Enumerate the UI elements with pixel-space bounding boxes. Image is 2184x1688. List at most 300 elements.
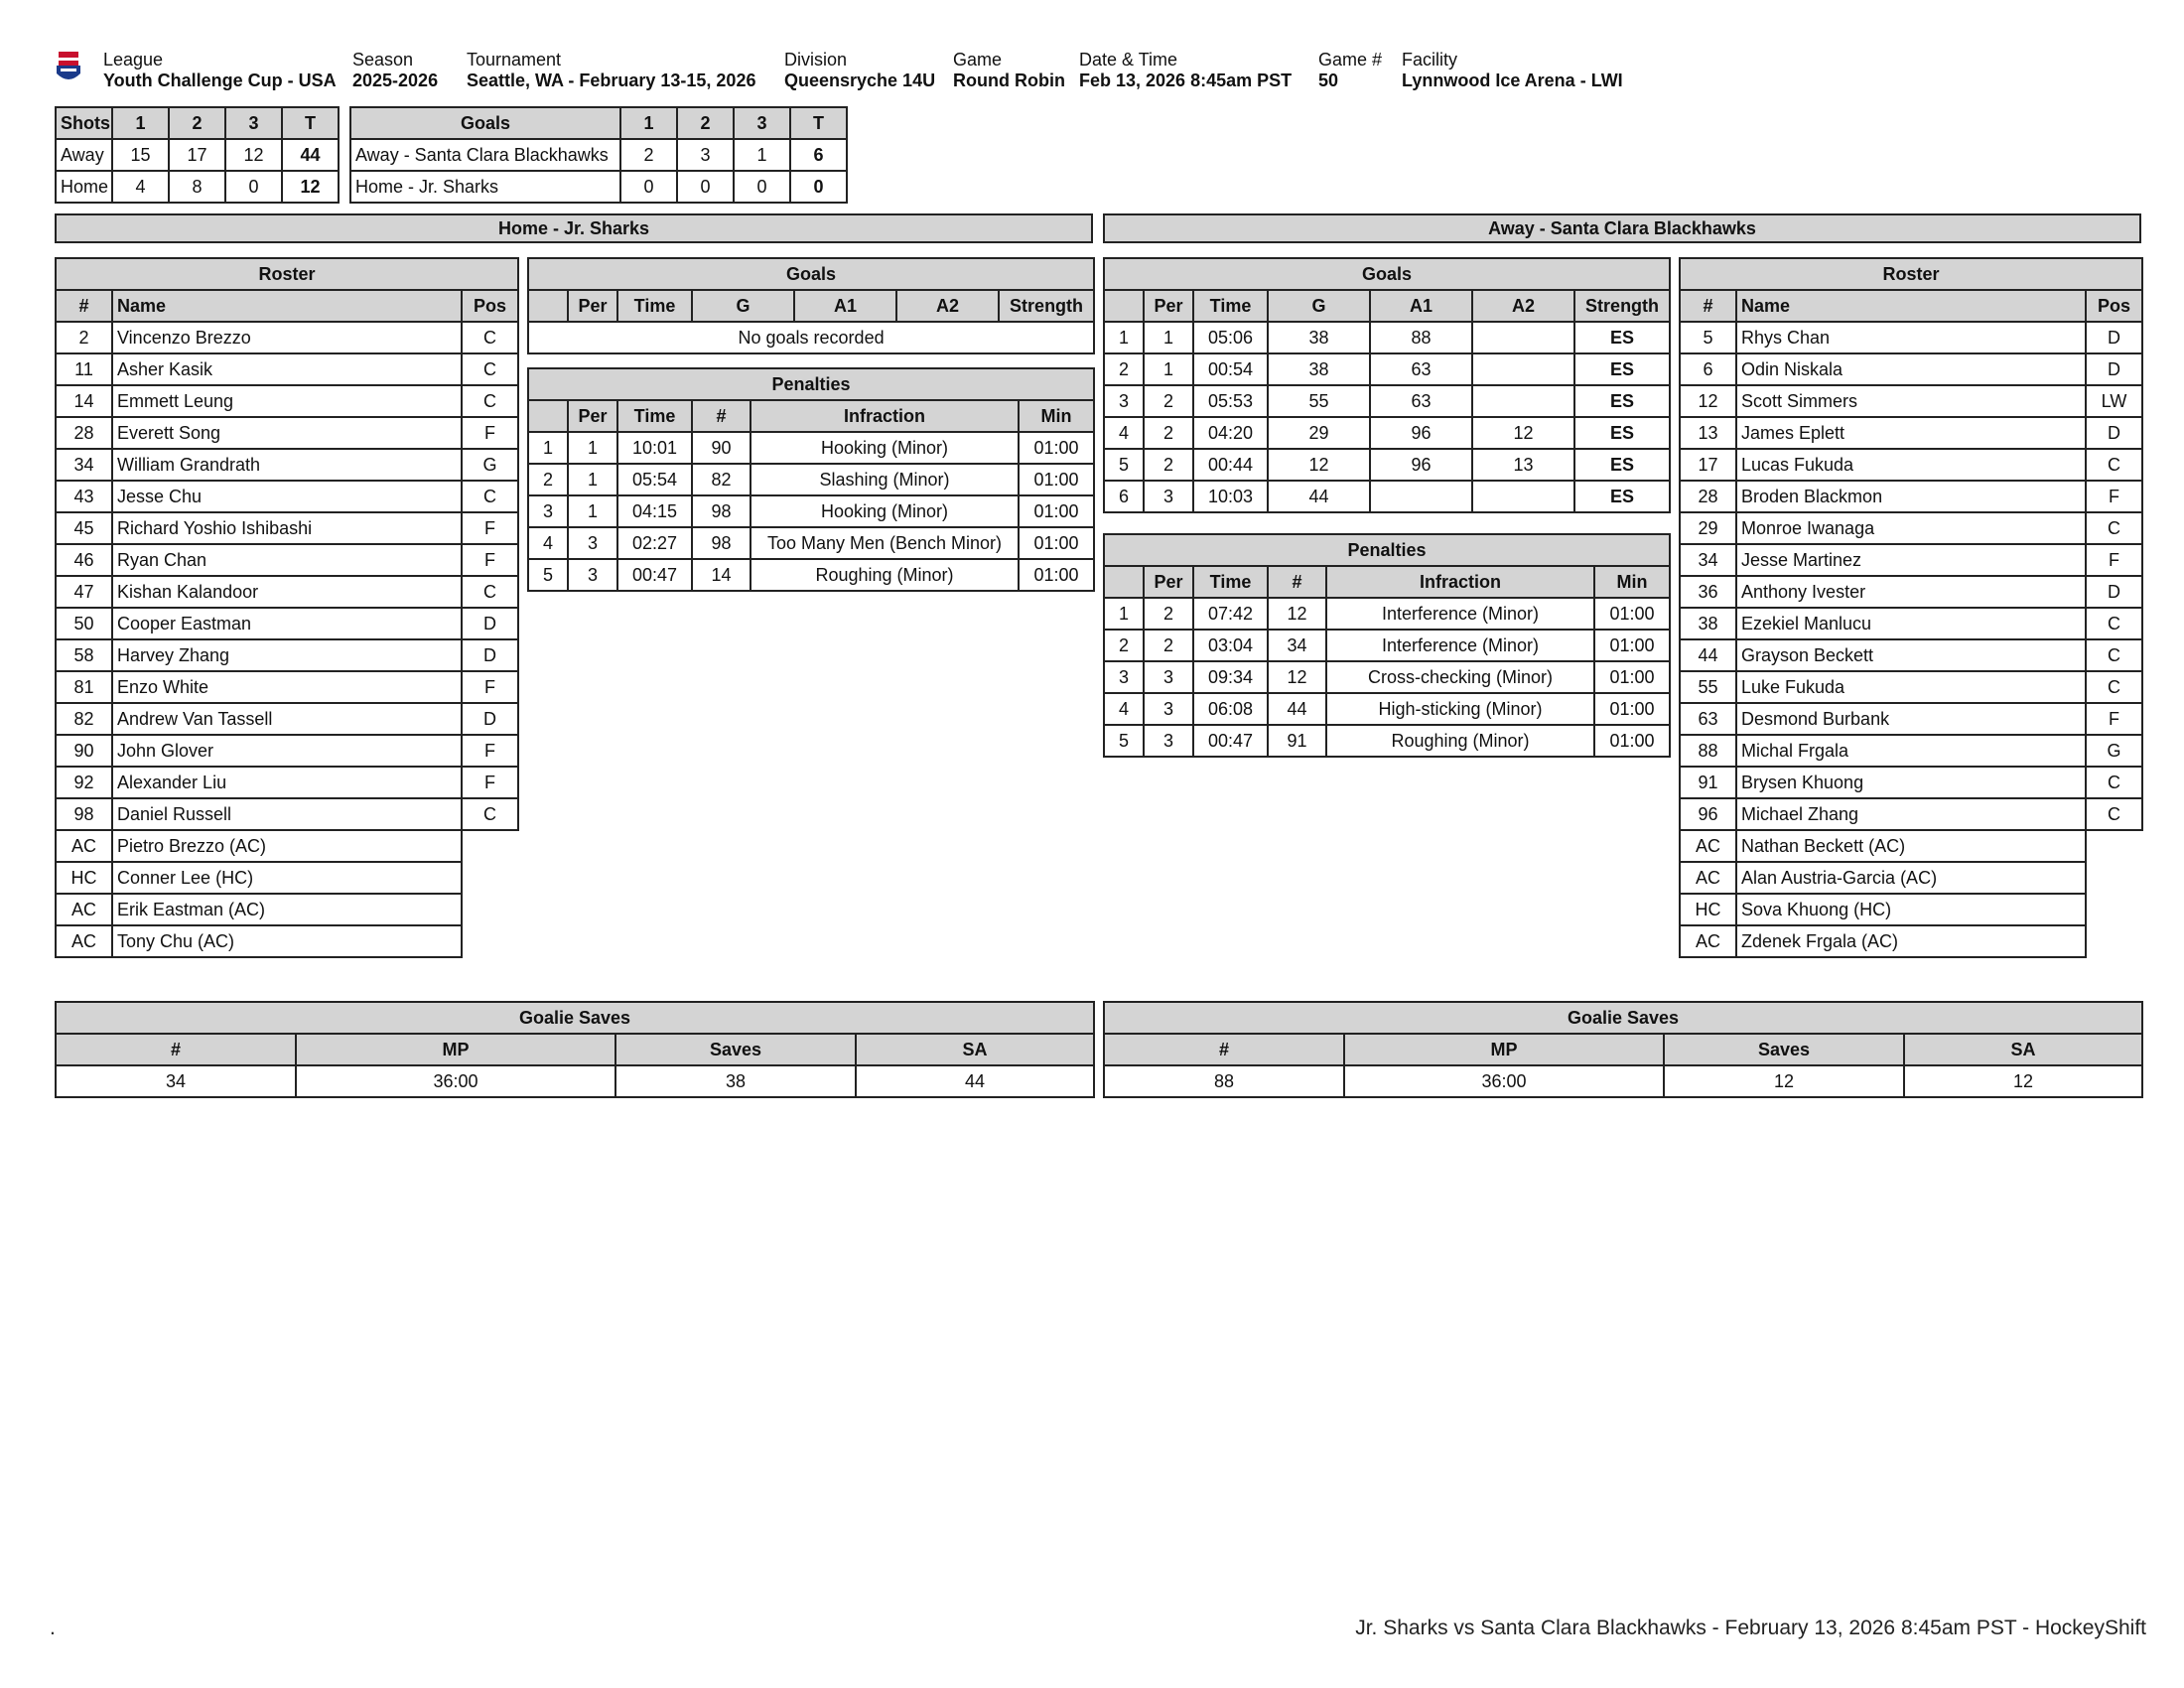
penalty-cell: 01:00 [1594, 598, 1670, 630]
player-name: Enzo White [112, 671, 462, 703]
staff-row [1680, 862, 2142, 894]
empty-cell [2086, 894, 2142, 925]
penalty-cell: 02:27 [617, 527, 692, 559]
player-name: James Eplett [1736, 417, 2086, 449]
player-position: C [462, 576, 518, 608]
header-field [1318, 50, 1382, 91]
goal-cell: 88 [1370, 322, 1472, 353]
column-header [1104, 566, 1144, 598]
player-name: Richard Yoshio Ishibashi [112, 512, 462, 544]
header-field-label: League [103, 50, 164, 70]
staff-role: AC [56, 830, 112, 862]
player-name: Brysen Khuong [1736, 767, 2086, 798]
shots-value: 15 [112, 139, 169, 171]
shots-value: 17 [169, 139, 225, 171]
penalty-cell: 01:00 [1019, 527, 1094, 559]
penalty-cell: 2 [1144, 598, 1193, 630]
shots-table [55, 106, 340, 204]
footer-text: Jr. Sharks vs Santa Clara Blackhawks - February 13, 2026 8:45am PST - HockeyShift [1355, 1617, 2146, 1639]
goal-cell: 3 [1144, 481, 1193, 512]
league-logo-icon [55, 50, 82, 87]
shots-value: 12 [225, 139, 282, 171]
column-header: # [692, 400, 751, 432]
goals-summary-title: Goals [350, 107, 620, 139]
goalie-cell: 36:00 [296, 1065, 615, 1097]
player-name: Alexander Liu [112, 767, 462, 798]
goal-cell: 2 [1144, 417, 1193, 449]
penalty-cell: 3 [1144, 661, 1193, 693]
penalty-cell: 1 [568, 464, 617, 495]
player-number: 2 [56, 322, 112, 353]
penalty-cell: 01:00 [1594, 725, 1670, 757]
staff-row [56, 894, 518, 925]
table-header-row [1104, 566, 1670, 598]
player-name: Rhys Chan [1736, 322, 2086, 353]
staff-role: HC [56, 862, 112, 894]
goals-value: 6 [790, 139, 847, 171]
column-header: Per [568, 400, 617, 432]
penalty-row [528, 559, 1094, 591]
staff-name: Tony Chu (AC) [112, 925, 462, 957]
column-header: Time [617, 400, 692, 432]
column-header: MP [1344, 1034, 1664, 1065]
player-name: Vincenzo Brezzo [112, 322, 462, 353]
penalty-cell: 09:34 [1193, 661, 1268, 693]
goals-value: 0 [677, 171, 734, 203]
footer-dot: . [50, 1617, 56, 1639]
player-number: 98 [56, 798, 112, 830]
player-number: 58 [56, 639, 112, 671]
goal-cell: 2 [1144, 385, 1193, 417]
player-name: Michal Frgala [1736, 735, 2086, 767]
penalty-cell: High-sticking (Minor) [1326, 693, 1594, 725]
goal-cell: 5 [1104, 449, 1144, 481]
player-name: Desmond Burbank [1736, 703, 2086, 735]
column-header: A2 [896, 290, 999, 322]
table-header-row [1104, 290, 1670, 322]
player-row [1680, 576, 2142, 608]
player-number: 90 [56, 735, 112, 767]
goal-row [1104, 385, 1670, 417]
player-name: Asher Kasik [112, 353, 462, 385]
goal-cell: 38 [1268, 322, 1370, 353]
player-name: Everett Song [112, 417, 462, 449]
goal-cell [1472, 322, 1574, 353]
penalty-cell: 01:00 [1019, 432, 1094, 464]
goal-row [1104, 353, 1670, 385]
staff-name: Zdenek Frgala (AC) [1736, 925, 2086, 957]
table-header-row [1104, 1034, 2142, 1065]
header-field-label: Date & Time [1079, 50, 1178, 70]
column-header [1104, 290, 1144, 322]
player-position: C [2086, 798, 2142, 830]
goal-cell: 1 [1144, 322, 1193, 353]
column-header: 3 [734, 107, 790, 139]
column-header: Min [1594, 566, 1670, 598]
goal-cell: 1 [1104, 322, 1144, 353]
goal-cell: 96 [1370, 449, 1472, 481]
header-field [103, 50, 337, 91]
goal-cell: 63 [1370, 353, 1472, 385]
column-header: 1 [620, 107, 677, 139]
empty-row [528, 322, 1094, 353]
goalie-saves-title: Goalie Saves [56, 1002, 1094, 1034]
penalty-row [1104, 630, 1670, 661]
player-position: F [462, 671, 518, 703]
player-position: C [462, 481, 518, 512]
column-header: A1 [794, 290, 896, 322]
player-position: C [2086, 639, 2142, 671]
player-row [1680, 417, 2142, 449]
team-label: Away - Santa Clara Blackhawks [350, 139, 620, 171]
player-number: 63 [1680, 703, 1736, 735]
column-header: 1 [112, 107, 169, 139]
staff-row [56, 862, 518, 894]
goal-cell: 3 [1104, 385, 1144, 417]
table-title-row [1104, 1002, 2142, 1034]
empty-cell [2086, 925, 2142, 957]
player-number: 91 [1680, 767, 1736, 798]
player-name: Ezekiel Manlucu [1736, 608, 2086, 639]
staff-name: Pietro Brezzo (AC) [112, 830, 462, 862]
goals-value: 0 [734, 171, 790, 203]
team-label: Home - Jr. Sharks [350, 171, 620, 203]
player-number: 43 [56, 481, 112, 512]
player-row [56, 512, 518, 544]
player-position: D [462, 703, 518, 735]
penalty-cell: 90 [692, 432, 751, 464]
column-header: # [1680, 290, 1736, 322]
goalie-cell: 36:00 [1344, 1065, 1664, 1097]
staff-role: AC [56, 894, 112, 925]
home-penalties-table [527, 367, 1095, 592]
goal-row [1104, 417, 1670, 449]
header-field [784, 50, 935, 91]
table-title-row [1680, 258, 2142, 290]
header-field-value: Youth Challenge Cup - USA [103, 70, 337, 90]
table-row [350, 139, 847, 171]
player-position: C [2086, 671, 2142, 703]
player-number: 46 [56, 544, 112, 576]
goalie-cell: 38 [615, 1065, 856, 1097]
penalty-cell: Hooking (Minor) [751, 495, 1019, 527]
goal-cell: ES [1574, 481, 1670, 512]
column-header: T [790, 107, 847, 139]
player-row [56, 767, 518, 798]
penalty-cell: 44 [1268, 693, 1326, 725]
header-field-value: Lynnwood Ice Arena - LWI [1402, 70, 1623, 90]
staff-role: HC [1680, 894, 1736, 925]
goal-cell: ES [1574, 449, 1670, 481]
table-title-row [1104, 258, 1670, 290]
player-row [1680, 544, 2142, 576]
goal-cell: 6 [1104, 481, 1144, 512]
penalty-cell: 91 [1268, 725, 1326, 757]
penalty-cell: 1 [528, 432, 568, 464]
empty-cell [462, 925, 518, 957]
player-row [1680, 385, 2142, 417]
player-row [56, 703, 518, 735]
goalie-row [56, 1065, 1094, 1097]
player-position: C [462, 385, 518, 417]
shots-value: 12 [282, 171, 339, 203]
goal-cell: 13 [1472, 449, 1574, 481]
player-row [1680, 481, 2142, 512]
player-position: C [2086, 449, 2142, 481]
penalty-cell: 5 [1104, 725, 1144, 757]
player-name: Ryan Chan [112, 544, 462, 576]
table-header-row [56, 107, 339, 139]
player-position: D [462, 639, 518, 671]
penalty-cell: Cross-checking (Minor) [1326, 661, 1594, 693]
penalty-cell: 2 [528, 464, 568, 495]
table-row [56, 139, 339, 171]
player-row [56, 385, 518, 417]
penalty-cell: 2 [1144, 630, 1193, 661]
player-name: Monroe Iwanaga [1736, 512, 2086, 544]
column-header: Saves [615, 1034, 856, 1065]
player-position: C [2086, 608, 2142, 639]
player-number: 28 [1680, 481, 1736, 512]
roster-title: Roster [56, 258, 518, 290]
goals-title: Goals [1104, 258, 1670, 290]
column-header [528, 400, 568, 432]
goalie-cell: 12 [1664, 1065, 1904, 1097]
player-row [1680, 353, 2142, 385]
column-header: Name [1736, 290, 2086, 322]
home-roster-table [55, 257, 519, 958]
table-title-row [528, 368, 1094, 400]
column-header: Per [1144, 290, 1193, 322]
goal-cell: 00:44 [1193, 449, 1268, 481]
header-field-value: Seattle, WA - February 13-15, 2026 [467, 70, 756, 90]
player-position: F [462, 512, 518, 544]
player-number: 11 [56, 353, 112, 385]
player-number: 14 [56, 385, 112, 417]
table-header-row [56, 1034, 1094, 1065]
penalty-cell: 01:00 [1019, 495, 1094, 527]
player-number: 17 [1680, 449, 1736, 481]
away-goalie-saves-table [1103, 1001, 2143, 1098]
goals-value: 2 [620, 139, 677, 171]
goal-cell: 4 [1104, 417, 1144, 449]
home-team-title: Home - Jr. Sharks [55, 213, 1093, 243]
column-header: Saves [1664, 1034, 1904, 1065]
penalty-cell: 01:00 [1594, 661, 1670, 693]
player-name: John Glover [112, 735, 462, 767]
player-name: Daniel Russell [112, 798, 462, 830]
penalty-cell: 07:42 [1193, 598, 1268, 630]
player-number: 34 [56, 449, 112, 481]
column-header: # [1268, 566, 1326, 598]
penalty-cell: 14 [692, 559, 751, 591]
player-position: D [2086, 417, 2142, 449]
player-number: 13 [1680, 417, 1736, 449]
column-header: # [56, 1034, 296, 1065]
staff-name: Alan Austria-Garcia (AC) [1736, 862, 2086, 894]
penalty-cell: 1 [568, 432, 617, 464]
player-row [1680, 639, 2142, 671]
column-header: SA [856, 1034, 1094, 1065]
shots-value: 8 [169, 171, 225, 203]
player-name: Scott Simmers [1736, 385, 2086, 417]
column-header: 2 [677, 107, 734, 139]
player-position: G [2086, 735, 2142, 767]
column-header: Pos [2086, 290, 2142, 322]
player-number: 55 [1680, 671, 1736, 703]
column-header: 2 [169, 107, 225, 139]
goal-cell: ES [1574, 322, 1670, 353]
goal-cell: 55 [1268, 385, 1370, 417]
player-position: C [2086, 512, 2142, 544]
player-row [1680, 735, 2142, 767]
table-row [350, 171, 847, 203]
goal-cell [1472, 353, 1574, 385]
penalty-cell: 04:15 [617, 495, 692, 527]
empty-cell [462, 862, 518, 894]
player-position: C [462, 353, 518, 385]
player-position: LW [2086, 385, 2142, 417]
player-number: 45 [56, 512, 112, 544]
column-header: Time [617, 290, 692, 322]
penalty-row [528, 495, 1094, 527]
penalty-cell: 5 [528, 559, 568, 591]
player-number: 28 [56, 417, 112, 449]
penalty-cell: 00:47 [1193, 725, 1268, 757]
goalie-cell: 12 [1904, 1065, 2142, 1097]
penalty-cell: 98 [692, 495, 751, 527]
penalty-cell: Interference (Minor) [1326, 630, 1594, 661]
staff-name: Nathan Beckett (AC) [1736, 830, 2086, 862]
player-row [56, 544, 518, 576]
penalty-cell: 01:00 [1019, 464, 1094, 495]
penalty-cell: 12 [1268, 661, 1326, 693]
penalty-cell: 34 [1268, 630, 1326, 661]
column-header: Per [568, 290, 617, 322]
penalty-cell: 82 [692, 464, 751, 495]
player-row [1680, 322, 2142, 353]
player-name: Lucas Fukuda [1736, 449, 2086, 481]
penalty-cell: Roughing (Minor) [1326, 725, 1594, 757]
goalie-cell: 34 [56, 1065, 296, 1097]
player-number: 38 [1680, 608, 1736, 639]
player-position: F [462, 544, 518, 576]
penalty-cell: Roughing (Minor) [751, 559, 1019, 591]
goal-cell: 05:06 [1193, 322, 1268, 353]
player-position: D [2086, 322, 2142, 353]
staff-name: Conner Lee (HC) [112, 862, 462, 894]
player-row [1680, 703, 2142, 735]
penalty-cell: Interference (Minor) [1326, 598, 1594, 630]
header-field [352, 50, 438, 91]
goal-cell: ES [1574, 353, 1670, 385]
player-name: Jesse Martinez [1736, 544, 2086, 576]
table-header-row [1680, 290, 2142, 322]
penalty-cell: 4 [528, 527, 568, 559]
player-number: 36 [1680, 576, 1736, 608]
staff-role: AC [1680, 830, 1736, 862]
staff-name: Erik Eastman (AC) [112, 894, 462, 925]
goal-cell: 12 [1268, 449, 1370, 481]
penalty-cell: 3 [1144, 725, 1193, 757]
penalty-cell: 3 [528, 495, 568, 527]
goal-cell: 05:53 [1193, 385, 1268, 417]
player-number: 47 [56, 576, 112, 608]
player-position: C [2086, 767, 2142, 798]
goal-cell: 2 [1144, 449, 1193, 481]
goalie-row [1104, 1065, 2142, 1097]
player-row [1680, 767, 2142, 798]
player-row [56, 449, 518, 481]
player-number: 12 [1680, 385, 1736, 417]
penalties-title: Penalties [528, 368, 1094, 400]
goal-row [1104, 322, 1670, 353]
goal-cell: 38 [1268, 353, 1370, 385]
penalty-cell: 05:54 [617, 464, 692, 495]
column-header: A2 [1472, 290, 1574, 322]
penalty-cell: Slashing (Minor) [751, 464, 1019, 495]
column-header: Min [1019, 400, 1094, 432]
penalty-row [528, 464, 1094, 495]
team-label: Home [56, 171, 112, 203]
shots-title: Shots [56, 107, 112, 139]
goal-cell [1472, 385, 1574, 417]
home-goalie-saves-table [55, 1001, 1095, 1098]
goals-value: 1 [734, 139, 790, 171]
player-name: Kishan Kalandoor [112, 576, 462, 608]
player-row [1680, 608, 2142, 639]
staff-row [1680, 925, 2142, 957]
column-header: Time [1193, 290, 1268, 322]
table-title-row [1104, 534, 1670, 566]
table-header-row [528, 290, 1094, 322]
shots-value: 0 [225, 171, 282, 203]
home-goals-table [527, 257, 1095, 354]
header-field-label: Season [352, 50, 414, 70]
player-row [56, 671, 518, 703]
penalty-row [1104, 693, 1670, 725]
goals-value: 0 [620, 171, 677, 203]
column-header: 3 [225, 107, 282, 139]
empty-cell [462, 894, 518, 925]
column-header: SA [1904, 1034, 2142, 1065]
goal-cell: 00:54 [1193, 353, 1268, 385]
penalty-cell: 4 [1104, 693, 1144, 725]
player-row [1680, 449, 2142, 481]
column-header: Per [1144, 566, 1193, 598]
player-number: 88 [1680, 735, 1736, 767]
penalty-cell: 3 [568, 527, 617, 559]
column-header: G [1268, 290, 1370, 322]
player-name: William Grandrath [112, 449, 462, 481]
player-row [1680, 671, 2142, 703]
staff-row [56, 830, 518, 862]
player-name: Cooper Eastman [112, 608, 462, 639]
header-field [953, 50, 1065, 91]
column-header: Infraction [1326, 566, 1594, 598]
player-number: 92 [56, 767, 112, 798]
player-number: 6 [1680, 353, 1736, 385]
staff-role: AC [1680, 862, 1736, 894]
header-field-label: Game [953, 50, 1003, 70]
column-header: MP [296, 1034, 615, 1065]
column-header: G [692, 290, 794, 322]
column-header: Pos [462, 290, 518, 322]
penalty-cell: Too Many Men (Bench Minor) [751, 527, 1019, 559]
player-position: D [462, 608, 518, 639]
player-number: 34 [1680, 544, 1736, 576]
player-name: Emmett Leung [112, 385, 462, 417]
